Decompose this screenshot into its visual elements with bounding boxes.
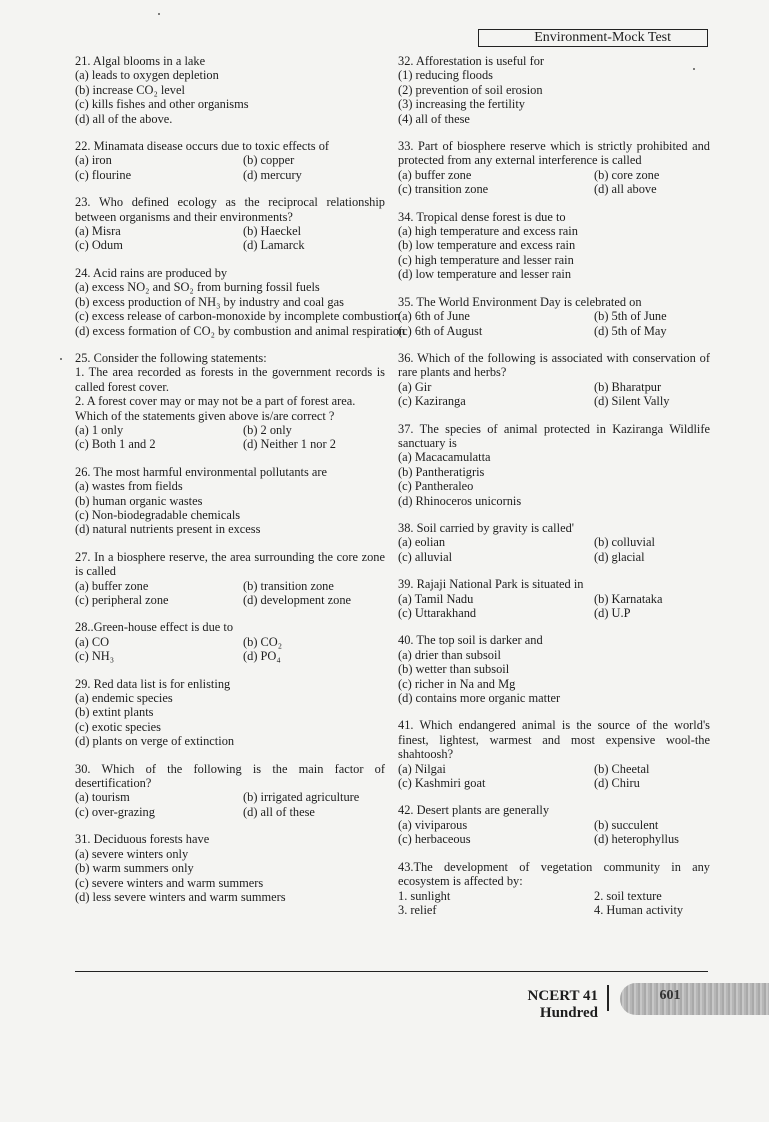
- question-stem: 34. Tropical dense forest is due to: [398, 209, 566, 224]
- question-stem: 31. Deciduous forests have: [75, 832, 210, 847]
- answer-option: (a) buffer zone: [75, 578, 149, 593]
- scan-speck: [158, 13, 160, 15]
- answer-option: (d) low temperature and lesser rain: [398, 267, 572, 282]
- answer-option: (d) glacial: [594, 549, 645, 564]
- question-block: [75, 265, 406, 338]
- scan-speck: [693, 68, 695, 70]
- answer-option: (d) Chiru: [594, 776, 640, 791]
- question-block: [75, 550, 385, 608]
- answer-option: (c) exotic species: [75, 719, 162, 734]
- answer-option: (c) NH₃: [75, 649, 115, 664]
- right-question-column: [398, 54, 710, 930]
- question-stem: 21. Algal blooms in a lake: [75, 54, 206, 68]
- answer-option: (d) all above: [594, 182, 657, 197]
- answer-option: (d) Rhinoceros unicornis: [398, 493, 522, 508]
- answer-option: (c) richer in Na and Mg: [398, 676, 516, 691]
- answer-option: (c) severe winters and warm summers: [75, 875, 264, 890]
- question-stem: 32. Afforestation is useful for: [398, 54, 545, 68]
- answer-option: (b) Cheetal: [594, 761, 650, 776]
- answer-option: (a) endemic species: [75, 691, 173, 706]
- scan-speck: [60, 358, 62, 360]
- answer-option: (a) Gir: [398, 379, 432, 394]
- option-row: [398, 592, 710, 606]
- answer-option: (c) Odum: [75, 238, 123, 253]
- answer-option: (d) Silent Vally: [594, 394, 670, 409]
- answer-option: (a) eolian: [398, 535, 446, 550]
- question-block: [75, 351, 385, 452]
- question-stem: 23. Who defined ecology as the reciprocal relationship between organisms and their environments?: [75, 195, 385, 224]
- answer-option: (b) excess production of NH₃ by industry and coal gas: [75, 294, 344, 309]
- answer-option: (a) severe winters only: [75, 846, 189, 861]
- answer-option: (b) succulent: [594, 817, 659, 832]
- answer-option: (b) warm summers only: [75, 861, 194, 876]
- option-row: [75, 790, 385, 804]
- question-stem: 29. Red data list is for enlisting: [75, 676, 231, 691]
- question-block: [398, 422, 710, 508]
- answer-option: (a) CO: [75, 634, 110, 649]
- question-statement: Which of the statements given above is/are correct ?: [75, 408, 335, 423]
- answer-option: (d) all of the above.: [75, 111, 173, 126]
- question-block: [75, 620, 385, 663]
- answer-option: (b) Haeckel: [243, 224, 302, 239]
- answer-option: (b) increase CO₂ level: [75, 82, 185, 97]
- answer-option: (b) wetter than subsoil: [398, 662, 510, 677]
- answer-option: (b) Bharatpur: [594, 379, 662, 394]
- option-row: [398, 182, 710, 196]
- answer-option: (4) all of these: [398, 111, 470, 126]
- answer-option: (d) 5th of May: [594, 323, 667, 338]
- question-stem: 26. The most harmful environmental pollutants are: [75, 464, 327, 479]
- question-stem: 37. The species of animal protected in Kaziranga Wildlife sanctuary is: [398, 421, 710, 450]
- question-block: [398, 351, 710, 409]
- answer-option: (b) 5th of June: [594, 309, 667, 324]
- answer-option: (d) development zone: [243, 593, 352, 607]
- question-block: [75, 465, 385, 537]
- answer-option: 2. soil texture: [594, 888, 662, 903]
- answer-option: (d) plants on verge of extinction: [75, 734, 235, 749]
- answer-option: (a) excess NO₂ and SO₂ from burning fossil fuels: [75, 280, 320, 295]
- answer-option: (c) kills fishes and other organisms: [75, 97, 249, 112]
- answer-option: (d) contains more organic matter: [398, 691, 561, 706]
- option-row: [398, 535, 710, 549]
- answer-option: (c) herbaceous: [398, 832, 471, 847]
- option-row: [398, 903, 710, 917]
- page-number-tab: [620, 983, 769, 1015]
- question-block: [398, 521, 710, 564]
- answer-option: (a) buffer zone: [398, 167, 472, 182]
- left-question-column: [75, 54, 406, 917]
- book-title: NCERT 41 Hundred: [527, 988, 598, 1021]
- answer-option: (d) Neither 1 nor 2: [243, 437, 336, 452]
- question-stem: 30. Which of the following is the main factor of desertification?: [75, 761, 385, 791]
- question-block: [398, 139, 710, 197]
- question-block: [398, 718, 710, 790]
- answer-option: (c) excess release of carbon-monoxide by incomplete combustion: [75, 309, 401, 324]
- option-row: [398, 380, 710, 394]
- answer-option: (d) mercury: [243, 167, 302, 182]
- option-row: [398, 762, 710, 776]
- question-block: [75, 139, 385, 182]
- option-row: [398, 324, 710, 338]
- answer-option: (3) increasing the fertility: [398, 97, 525, 112]
- question-stem: 33. Part of biosphere reserve which is strictly prohibited and protected from any external interference is called: [398, 139, 710, 168]
- question-stem: 38. Soil carried by gravity is called': [398, 520, 574, 535]
- question-block: [398, 803, 710, 846]
- question-stem: 39. Rajaji National Park is situated in: [398, 577, 584, 592]
- answer-option: (d) U.P: [594, 606, 631, 620]
- option-row: [398, 550, 710, 564]
- answer-option: (a) Macacamulatta: [398, 450, 491, 465]
- answer-option: (c) alluvial: [398, 549, 453, 564]
- page-number: 601: [659, 988, 681, 1003]
- question-block: [75, 195, 385, 253]
- answer-option: (c) over-grazing: [75, 804, 155, 819]
- option-row: [75, 423, 385, 437]
- option-row: [398, 168, 710, 182]
- question-block: [398, 633, 710, 705]
- answer-option: (2) prevention of soil erosion: [398, 82, 543, 97]
- answer-option: (c) Kashmiri goat: [398, 776, 486, 791]
- answer-option: (a) high temperature and excess rain: [398, 224, 578, 239]
- answer-option: (d) excess formation of CO₂ by combustion and animal respiration: [75, 323, 406, 338]
- option-row: [75, 224, 385, 238]
- option-row: [398, 889, 710, 903]
- option-row: [398, 832, 710, 846]
- question-stem: 27. In a biosphere reserve, the area surrounding the core zone is called: [75, 549, 385, 579]
- question-block: [75, 677, 385, 749]
- answer-option: (a) drier than subsoil: [398, 647, 501, 662]
- question-block: [398, 54, 710, 126]
- answer-option: (a) Nilgai: [398, 761, 446, 776]
- option-row: [398, 394, 710, 408]
- question-stem: 42. Desert plants are generally: [398, 803, 550, 818]
- answer-option: (b) low temperature and excess rain: [398, 238, 576, 253]
- answer-option: (a) viviparous: [398, 817, 468, 832]
- answer-option: (b) 2 only: [243, 422, 292, 437]
- answer-option: (d) all of these: [243, 804, 315, 819]
- option-row: [75, 153, 385, 167]
- question-stem: 24. Acid rains are produced by: [75, 265, 228, 280]
- option-row: [75, 635, 385, 649]
- option-row: [75, 593, 385, 607]
- option-row: [75, 649, 385, 663]
- question-stem: 41. Which endangered animal is the source of the world's finest, lightest, warmest and most expensive wool-the shahtoosh?: [398, 718, 710, 762]
- answer-option: (b) core zone: [594, 167, 660, 182]
- answer-option: (c) transition zone: [398, 182, 489, 197]
- answer-option: 1. sunlight: [398, 888, 451, 903]
- option-row: [75, 238, 385, 252]
- question-block: [75, 54, 385, 126]
- answer-option: (b) CO₂: [243, 634, 283, 649]
- question-stem: 43.The development of vegetation community in any ecosystem is affected by:: [398, 859, 710, 889]
- answer-option: 4. Human activity: [594, 902, 684, 917]
- question-block: [398, 210, 710, 282]
- option-row: [398, 309, 710, 323]
- answer-option: (a) 1 only: [75, 422, 124, 437]
- question-block: [398, 577, 710, 620]
- answer-option: (d) heterophyllus: [594, 832, 679, 847]
- answer-option: (d) PO₄: [243, 649, 281, 664]
- answer-option: (c) Both 1 and 2: [75, 437, 156, 452]
- answer-option: (a) 6th of June: [398, 309, 470, 324]
- option-row: [75, 805, 385, 819]
- option-row: [75, 168, 385, 182]
- question-statement: 2. A forest cover may or may not be a part of forest area.: [75, 394, 356, 409]
- answer-option: (c) Non-biodegradable chemicals: [75, 507, 241, 522]
- answer-option: (c) Uttarakhand: [398, 606, 477, 620]
- answer-option: (a) Misra: [75, 224, 121, 239]
- answer-option: (b) copper: [243, 153, 295, 168]
- answer-option: (c) Pantheraleo: [398, 479, 474, 494]
- answer-option: (b) Pantheratigris: [398, 464, 485, 479]
- answer-option: (b) colluvial: [594, 535, 655, 550]
- question-stem: 40. The top soil is darker and: [398, 633, 543, 648]
- question-block: [398, 860, 710, 918]
- question-block: [398, 295, 710, 338]
- question-statement: 1. The area recorded as forests in the government records is called forest cover.: [75, 365, 385, 394]
- answer-option: (b) irrigated agriculture: [243, 790, 360, 805]
- answer-option: (c) peripheral zone: [75, 593, 169, 607]
- answer-option: (b) Karnataka: [594, 591, 663, 606]
- option-row: [75, 437, 385, 451]
- answer-option: (b) human organic wastes: [75, 493, 203, 508]
- answer-option: (c) flourine: [75, 167, 132, 182]
- option-row: [398, 776, 710, 790]
- footer-divider: [75, 971, 708, 972]
- answer-option: 3. relief: [398, 902, 437, 917]
- option-row: [398, 606, 710, 620]
- option-row: [398, 818, 710, 832]
- question-block: [75, 762, 385, 820]
- question-stem: 35. The World Environment Day is celebrated on: [398, 294, 642, 309]
- question-stem: 28..Green-house effect is due to: [75, 620, 234, 635]
- question-stem: 22. Minamata disease occurs due to toxic effects of: [75, 139, 330, 154]
- answer-option: (c) Kaziranga: [398, 394, 466, 409]
- answer-option: (d) Lamarck: [243, 238, 305, 253]
- answer-option: (d) less severe winters and warm summers: [75, 889, 286, 904]
- page-header-title: Environment-Mock Test: [478, 29, 708, 47]
- answer-option: (b) transition zone: [243, 578, 334, 593]
- answer-option: (a) wastes from fields: [75, 479, 183, 494]
- answer-option: (c) high temperature and lesser rain: [398, 252, 574, 267]
- question-stem: 25. Consider the following statements:: [75, 350, 267, 365]
- footer-separator: [607, 985, 609, 1011]
- answer-option: (c) 6th of August: [398, 323, 483, 338]
- question-block: [75, 832, 385, 904]
- answer-option: (d) natural nutrients present in excess: [75, 522, 261, 537]
- answer-option: (a) leads to oxygen depletion: [75, 68, 219, 83]
- answer-option: (b) extint plants: [75, 705, 154, 720]
- answer-option: (a) iron: [75, 153, 112, 168]
- answer-option: (1) reducing floods: [398, 68, 493, 83]
- answer-option: (a) tourism: [75, 790, 130, 805]
- answer-option: (a) Tamil Nadu: [398, 591, 474, 606]
- question-stem: 36. Which of the following is associated with conservation of rare plants and herbs?: [398, 350, 710, 380]
- option-row: [75, 579, 385, 593]
